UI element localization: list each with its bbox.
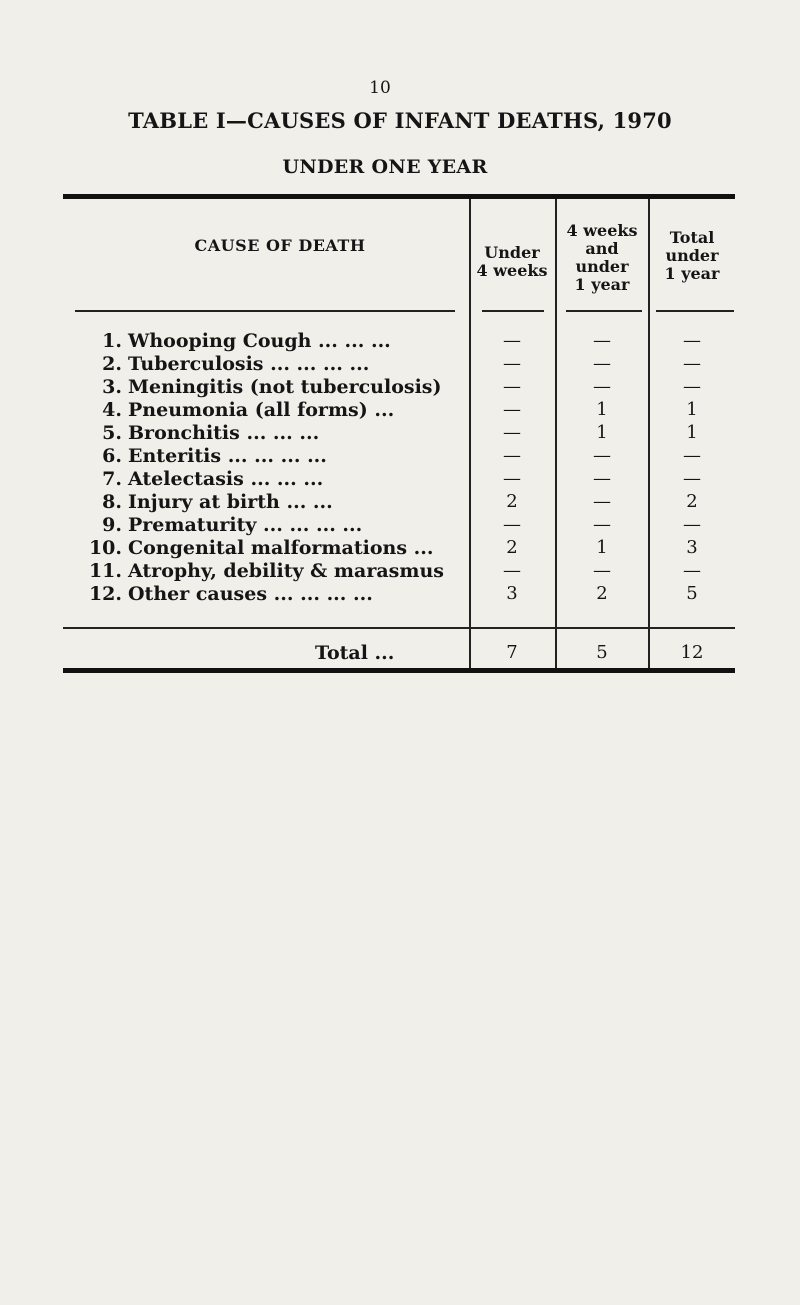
- under-4-weeks-value: —: [503, 353, 521, 374]
- total-value: 2: [686, 491, 698, 512]
- 4-weeks-to-1-year-value: —: [593, 560, 611, 581]
- total-separator-rule: [63, 627, 735, 629]
- under-4-weeks-value: 3: [506, 583, 518, 604]
- 4-weeks-to-1-year-value: —: [593, 376, 611, 397]
- total-under-4-weeks: 7: [506, 642, 518, 663]
- column-header-under-4-weeks: Under 4 weeks: [476, 243, 548, 280]
- page-number: 10: [369, 78, 391, 98]
- table-row: [0, 468, 800, 491]
- row-number: 1.: [102, 330, 122, 352]
- total-value: —: [683, 468, 701, 489]
- row-number: 5.: [102, 422, 122, 444]
- total-value: —: [683, 560, 701, 581]
- under-4-weeks-value: —: [503, 445, 521, 466]
- table-row: [0, 422, 800, 445]
- total-value: 1: [686, 399, 698, 420]
- under-4-weeks-value: —: [503, 330, 521, 351]
- 4-weeks-to-1-year-value: 1: [596, 422, 608, 443]
- 4-weeks-to-1-year-value: 1: [596, 537, 608, 558]
- total-4-weeks-to-1-year: 5: [596, 642, 608, 663]
- total-value: 3: [686, 537, 698, 558]
- cause-label: Injury at birth ... ...: [128, 491, 333, 513]
- column-header-total: Total under 1 year: [664, 228, 720, 283]
- cause-label: Whooping Cough ... ... ...: [128, 330, 391, 352]
- 4-weeks-to-1-year-value: —: [593, 491, 611, 512]
- under-4-weeks-value: —: [503, 399, 521, 420]
- table-row: [0, 514, 800, 537]
- header-underline: [75, 310, 455, 312]
- header-underline: [482, 310, 544, 312]
- under-4-weeks-value: —: [503, 468, 521, 489]
- table-row: [0, 583, 800, 606]
- under-4-weeks-value: —: [503, 514, 521, 535]
- row-number: 8.: [102, 491, 122, 513]
- total-value: 1: [686, 422, 698, 443]
- row-number: 4.: [102, 399, 122, 421]
- total-value: —: [683, 514, 701, 535]
- 4-weeks-to-1-year-value: 2: [596, 583, 608, 604]
- row-number: 12.: [88, 583, 122, 605]
- table-bottom-rule: [63, 668, 735, 673]
- under-4-weeks-value: —: [503, 376, 521, 397]
- cause-label: Enteritis ... ... ... ...: [128, 445, 327, 467]
- cause-label: Atrophy, debility & marasmus: [128, 560, 444, 582]
- total-under-1-year: 12: [680, 642, 704, 663]
- column-header-4-weeks-to-1-year: 4 weeks and under 1 year: [566, 221, 638, 294]
- total-value: —: [683, 376, 701, 397]
- table-row: [0, 330, 800, 353]
- header-underline: [566, 310, 642, 312]
- 4-weeks-to-1-year-value: —: [593, 514, 611, 535]
- 4-weeks-to-1-year-value: —: [593, 445, 611, 466]
- table-row: [0, 445, 800, 468]
- total-value: —: [683, 353, 701, 374]
- cause-label: Pneumonia (all forms) ...: [128, 399, 395, 421]
- 4-weeks-to-1-year-value: —: [593, 353, 611, 374]
- table-subtitle: UNDER ONE YEAR: [282, 156, 488, 178]
- 4-weeks-to-1-year-value: —: [593, 468, 611, 489]
- row-number: 10.: [88, 537, 122, 559]
- cause-label: Meningitis (not tuberculosis): [128, 376, 442, 398]
- cause-label: Other causes ... ... ... ...: [128, 583, 373, 605]
- table-row: [0, 399, 800, 422]
- table-top-rule: [63, 194, 735, 199]
- total-value: 5: [686, 583, 698, 604]
- row-number: 11.: [88, 560, 122, 582]
- under-4-weeks-value: 2: [506, 537, 518, 558]
- cause-label: Congenital malformations ...: [128, 537, 434, 559]
- under-4-weeks-value: —: [503, 422, 521, 443]
- table-row: [0, 537, 800, 560]
- total-label: Total ...: [315, 642, 395, 664]
- cause-label: Atelectasis ... ... ...: [128, 468, 324, 490]
- 4-weeks-to-1-year-value: 1: [596, 399, 608, 420]
- row-number: 3.: [102, 376, 122, 398]
- row-number: 9.: [102, 514, 122, 536]
- row-number: 6.: [102, 445, 122, 467]
- under-4-weeks-value: 2: [506, 491, 518, 512]
- table-row: [0, 491, 800, 514]
- column-header-cause: CAUSE OF DEATH: [194, 236, 366, 255]
- 4-weeks-to-1-year-value: —: [593, 330, 611, 351]
- table-row: [0, 560, 800, 583]
- under-4-weeks-value: —: [503, 560, 521, 581]
- cause-label: Tuberculosis ... ... ... ...: [128, 353, 370, 375]
- table-title: TABLE I—CAUSES OF INFANT DEATHS, 1970: [128, 108, 672, 133]
- cause-label: Prematurity ... ... ... ...: [128, 514, 363, 536]
- header-underline: [656, 310, 734, 312]
- total-value: —: [683, 445, 701, 466]
- total-value: —: [683, 330, 701, 351]
- row-number: 7.: [102, 468, 122, 490]
- cause-label: Bronchitis ... ... ...: [128, 422, 320, 444]
- table-row: [0, 376, 800, 399]
- table-row: [0, 353, 800, 376]
- row-number: 2.: [102, 353, 122, 375]
